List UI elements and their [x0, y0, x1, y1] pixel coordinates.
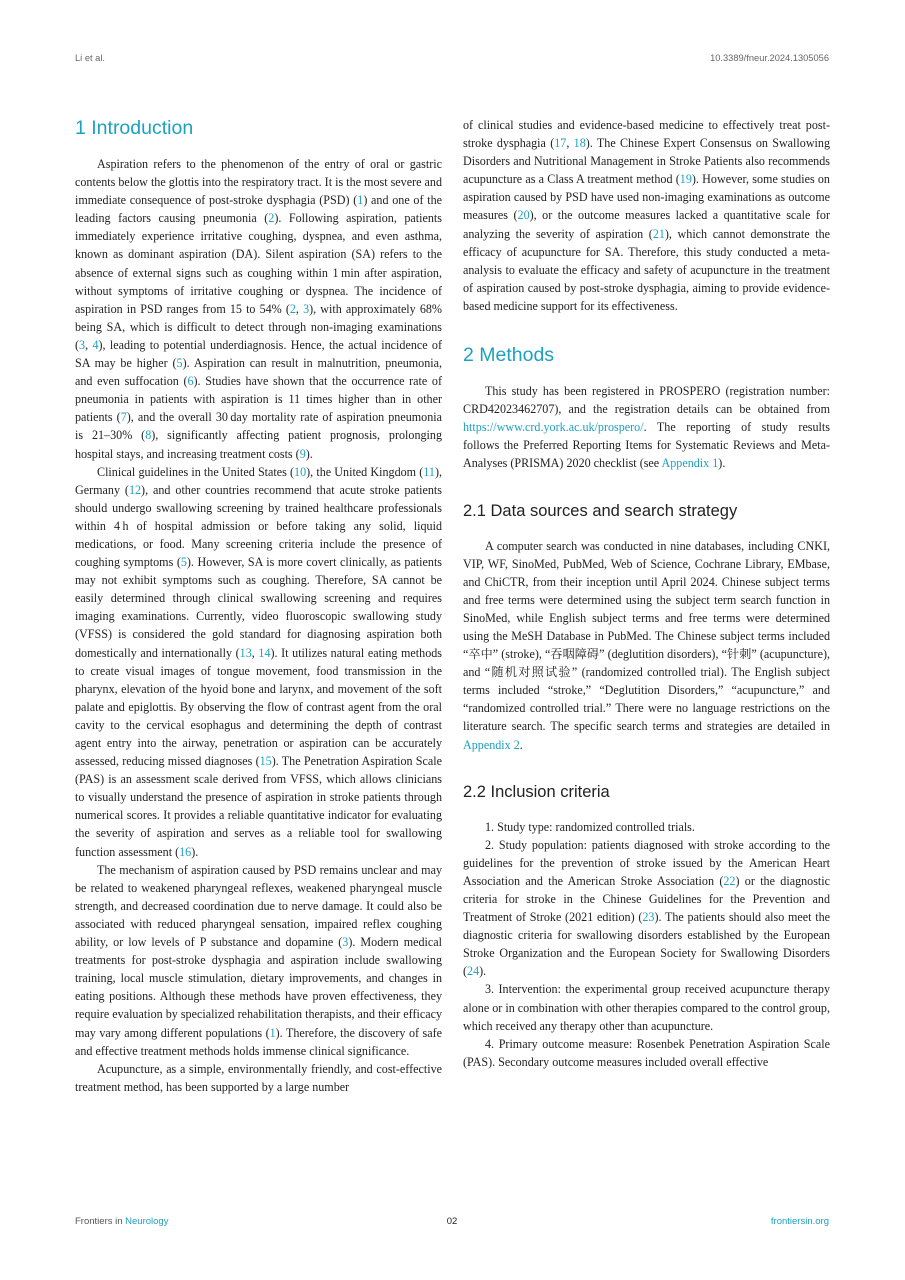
paragraph-text: ). The Penetration Aspiration Scale (PAS) is an assessment scale derived from VFSS, which allows clinicians to visually understand the presence of aspiration in stroke patients through numerical scores. It provides a reliable quantitative indicator for evaluating the severity of aspiration and serves as a reliable tool for swallowing function assessment ( [75, 754, 442, 859]
citation-link[interactable]: 22 [723, 873, 736, 888]
paragraph-text: ). Following aspiration, patients immediately experience irritative coughing, dyspnea, and even asthma, known as dominant aspiration (DA). Silent aspiration (SA) refers to the absence of external signs such as coughing within 1 min after aspiration, without symptoms of irritative coughing or dyspnea. The incidence of aspiration in PSD ranges from 15 to 54% ( [75, 211, 442, 316]
citation-link[interactable]: 2 [268, 211, 275, 226]
inline-link[interactable]: Appendix 2 [463, 737, 520, 752]
citation-link[interactable]: 13 [239, 645, 252, 660]
data-sources-paragraph [463, 537, 830, 754]
section-title-introduction: 1 Introduction [75, 117, 194, 139]
intro-paragraph-4-continued [463, 116, 830, 315]
paragraph-text: , [566, 136, 574, 151]
paragraph-text: A computer search was conducted in nine databases, including CNKI, VIP, WF, SinoMed, PubMed, Web of Science, Cochrane Library, EMbase, and ChiCTR, from their inception until April 2024. Chinese subject terms and free terms were determined using the subject term search function in SinoMed, while English subject terms and free terms were determined using the MeSH Database in PubMed. The Chinese subject terms included “卒中” (stroke), “吞咽障碍” (deglutition disorders), “针刺” (acupuncture), and “随机对照试验” (randomized controlled trial). The English subject terms included “stroke,” “Deglutition Disorders,” “acupuncture,” and “randomized controlled trial.” There were no language restrictions on the literature search. The specific search terms and strategies are detailed in [463, 538, 830, 734]
paragraph-text: ). The patients should also meet the diagnostic criteria for swallowing disorders established by the European Stroke Organization and the European Society for Swallowing Disorders ( [463, 910, 831, 979]
paragraph-text: 3. Intervention: the experimental group received acupuncture therapy alone or in combination with other therapies compared to the control group, which received any therapy other than acupuncture. [463, 982, 830, 1033]
paragraph-text: ) or the diagnostic criteria for stroke in the Chinese Guidelines for the Prevention and Treatment of Stroke (2021 edition) ( [463, 873, 830, 925]
paragraph-text: ), and the overall 30 day mortality rate of aspiration pneumonia is 21–30% ( [75, 410, 442, 443]
paragraph-text: ), which cannot demonstrate the efficacy of acupuncture for SA. Therefore, this study conducted a meta-analysis to evaluate the efficacy and safety of acupuncture in the treatment of aspiration caused by post-stroke dysphagia, aiming to provide evidence-based medicine support for its effectiveness. [463, 226, 830, 313]
paragraph-text: of clinical studies and evidence-based medicine to effectively treat post-stroke dysphagia ( [463, 118, 830, 151]
inline-link[interactable]: Appendix 1 [661, 456, 719, 471]
paragraph-text: 1. Study type: randomized controlled trials. [485, 819, 695, 834]
citation-link[interactable]: 16 [179, 844, 192, 859]
paragraph-text: ). Modern medical treatments for post-stroke dysphagia and aspiration include swallowing training, local muscle stimulation, dietary improvements, and changes in eating positions. Although these methods have proven effectiveness, they require evaluation by specialized rehabilitation therapists, and their efficacy may vary among different populations ( [75, 935, 442, 1040]
intro-paragraph-2 [75, 463, 442, 861]
header-doi: 10.3389/fneur.2024.1305056 [710, 53, 829, 63]
footer-journal-name-link[interactable]: Neurology [125, 1216, 169, 1227]
paragraph-text: Clinical guidelines in the United States ( [97, 464, 295, 479]
section-title-methods: 2 Methods [463, 344, 555, 367]
citation-link[interactable]: 4 [92, 337, 99, 352]
paragraph-text: . [519, 737, 523, 752]
paragraph-text: ), Germany ( [75, 464, 442, 497]
inclusion-item-2 [463, 836, 830, 981]
paragraph-text: ). Aspiration can result in malnutrition, pneumonia, and even suffocation ( [75, 356, 443, 389]
right-column [463, 116, 830, 1071]
paragraph-text: Acupuncture, as a simple, environmentally friendly, and cost-effective treatment method, has been supported by a large number [75, 1061, 442, 1094]
footer-page-number: 02 [446, 1216, 458, 1227]
citation-link[interactable]: 3 [79, 337, 86, 352]
citation-link[interactable]: 17 [554, 136, 567, 151]
header-authors: Li et al. [75, 53, 105, 63]
citation-link[interactable]: 24 [467, 964, 480, 979]
footer-frontiers-in: Frontiers in [75, 1216, 123, 1227]
citation-link[interactable]: 11 [423, 464, 435, 479]
paragraph-text: ). Therefore, the discovery of safe and effective treatment methods holds immense clinical significance. [75, 1025, 442, 1058]
citation-link[interactable]: 20 [517, 208, 530, 223]
citation-link[interactable]: 1 [357, 193, 364, 208]
citation-link[interactable]: 18 [573, 136, 586, 151]
paragraph-text: 2. Study population: patients diagnosed with stroke according to the guidelines for the prevention of stroke issued by the American Heart Association and the American Stroke Association ( [463, 837, 830, 888]
paragraph-text: , [295, 301, 304, 316]
citation-link[interactable]: 12 [128, 482, 142, 497]
subsection-title-data-sources: 2.1 Data sources and search strategy [463, 501, 738, 520]
page-footer [75, 1216, 829, 1230]
paragraph-text: ). Studies have shown that the occurrence rate of pneumonia in patients with aspiration is 11 times higher than in other patients ( [75, 374, 443, 425]
paragraph-text: ), or the outcome measures lacked a quantitative scale for analyzing the severity of aspiration ( [463, 208, 830, 241]
paragraph-text: Aspiration refers to the phenomenon of the entry of oral or gastric contents below the glottis into the respiratory tract. It is the most severe and immediate consequence of post-stroke dysphagia (PSD) ( [75, 157, 442, 208]
citation-link[interactable]: 3 [342, 935, 349, 950]
citation-link[interactable]: 10 [294, 464, 307, 479]
citation-link[interactable]: 1 [269, 1025, 276, 1040]
intro-paragraph-4 [75, 1060, 442, 1096]
paragraph-text: ). However, SA is more covert clinically, as patients may not exhibit symptoms such as coughing. Therefore, SA cannot be easily determined through clinical swallowing screening and requires imaging examinations. Currently, video fluoroscopic swallowing study (VFSS) is considered the gold standard for diagnosing aspiration both domestically and internationally ( [75, 555, 443, 660]
inline-link[interactable]: https://www.crd.york.ac.uk/prospero/ [463, 420, 644, 435]
intro-paragraph-3 [75, 861, 442, 1060]
paragraph-text: 4. Primary outcome measure: Rosenbek Penetration Aspiration Scale (PAS). Secondary outcome measures included overall effective [463, 1036, 830, 1069]
citation-link[interactable]: 3 [303, 301, 310, 316]
citation-link[interactable]: 2 [289, 301, 296, 316]
paragraph-text: ). [191, 844, 199, 859]
inclusion-item-3 [463, 980, 830, 1034]
paragraph-text: . The reporting of study results follows the Preferred Reporting Items for Systematic Reviews and Meta-Analyses (PRISMA) 2020 checklist (see [463, 420, 830, 471]
inclusion-item-1 [463, 818, 830, 836]
paragraph-text: ) and one of the leading factors causing pneumonia ( [75, 193, 442, 226]
paragraph-text: ). [718, 456, 726, 471]
page-header [75, 53, 829, 67]
citation-link[interactable]: 6 [187, 374, 194, 389]
paragraph-text: ), with approximately 68% being SA, which is difficult to detect through non-imaging examinations ( [75, 301, 442, 352]
methods-paragraph-1 [463, 382, 830, 472]
paragraph-text: The mechanism of aspiration caused by PSD remains unclear and may be related to weakened pharyngeal reflexes, weakened pharyngeal muscle strength, and decreased coordination due to nerve damage. It could also be associated with reduced pharyngeal sensation, impaired reflex coughing ability, or low levels of P substance and dopamine ( [75, 862, 442, 950]
paragraph-text: ), significantly affecting patient prognosis, prolonging hospital stays, and increasing treatment costs ( [75, 428, 442, 461]
footer-site-link[interactable]: frontiersin.org [770, 1216, 829, 1227]
citation-link[interactable]: 21 [652, 226, 665, 241]
paragraph-text: , [251, 645, 259, 660]
paragraph-text: ), and other countries recommend that acute stroke patients should undergo swallowing screening by trained healthcare professionals within 4 h of hospital admission or before taking any solid, liquid medications, or food. Many screening criteria include the presence of coughing symptoms ( [75, 482, 442, 570]
citation-link[interactable]: 23 [642, 910, 655, 925]
paragraph-text: ). [305, 446, 313, 461]
paragraph-text: ). It utilizes natural eating methods to create visual images of tongue movement, food transmission in the pharynx, elevation of the hyoid bone and larynx, and movement of the soft palate and epiglottis. By observing the flow of contrast agent from the oral cavity to the cervical esophagus and determining the depth of contrast agent entry into the airway, penetration or aspiration can be accurately assessed, reducing missed diagnoses ( [75, 645, 443, 769]
paragraph-text: This study has been registered in PROSPERO (registration number: CRD42023462707), and the registration details can be obtained from [463, 384, 830, 417]
paragraph-text: ). [479, 964, 487, 979]
paragraph-text: ). The Chinese Expert Consensus on Swallowing Disorders and Nutritional Management in Stroke Patients also recommends acupuncture as a Class A treatment method ( [463, 136, 831, 187]
citation-link[interactable]: 19 [679, 172, 692, 187]
citation-link[interactable]: 9 [299, 446, 306, 461]
citation-link[interactable]: 7 [120, 410, 127, 425]
citation-link[interactable]: 5 [180, 555, 187, 570]
inclusion-item-4 [463, 1035, 830, 1071]
paragraph-text: ), the United Kingdom ( [306, 464, 424, 479]
intro-paragraph-1 [75, 155, 442, 463]
citation-link[interactable]: 15 [259, 754, 272, 769]
subsection-title-inclusion-criteria: 2.2 Inclusion criteria [463, 782, 610, 801]
citation-link[interactable]: 8 [145, 428, 152, 443]
paragraph-text: ), leading to potential underdiagnosis. Hence, the actual incidence of SA may be higher ( [75, 337, 442, 371]
left-column [75, 116, 442, 1096]
citation-link[interactable]: 14 [258, 645, 271, 660]
citation-link[interactable]: 5 [176, 356, 183, 371]
paragraph-text: ). However, some studies on aspiration caused by PSD have used non-imaging examinations as outcome measures ( [463, 172, 830, 223]
paragraph-text: , [85, 337, 93, 352]
